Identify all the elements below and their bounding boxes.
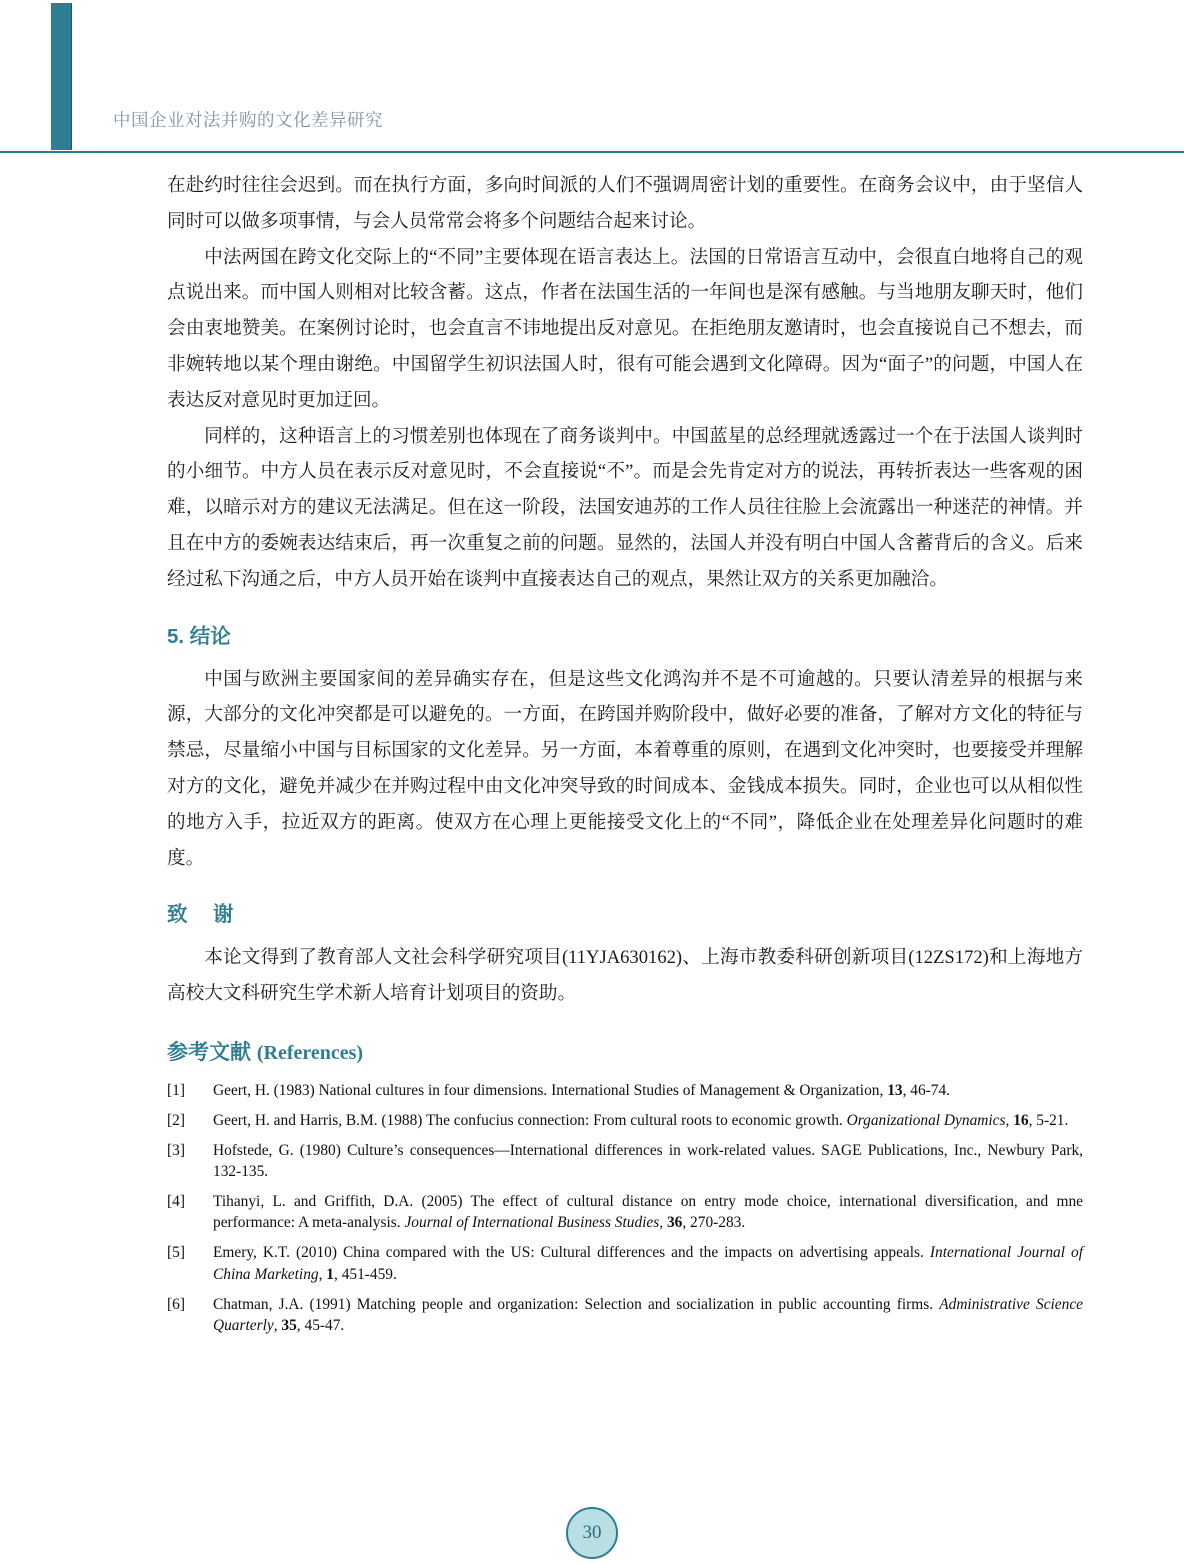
reference-number: [1] <box>167 1081 185 1099</box>
reference-text: Geert, H. (1983) National cultures in four dimensions. International Studies of Management & Organization, 13, 46-74. <box>213 1081 951 1099</box>
reference-number: [6] <box>167 1295 185 1313</box>
body-paragraph-2: 中法两国在跨文化交际上的“不同”主要体现在语言表达上。法国的日常语言互动中，会很直白地将自己的观点说出来。而中国人则相对比较含蓄。这点，作者在法国生活的一年间也是深有感触。与当地朋友聊天时，他们会由衷地赞美。在案例讨论时，也会直言不讳地提出反对意见。在拒绝朋友邀请时，也会直接说自己不想去，而非婉转地以某个理由谢绝。中国留学生初识法国人时，很有可能会遇到文化障碍。因为“面子”的问题，中国人在表达反对意见时更加迂回。 <box>167 246 1083 411</box>
spacer <box>167 1066 1083 1080</box>
reference-number: [2] <box>167 1111 185 1129</box>
running-header-title: 中国企业对法并购的文化差异研究 <box>113 110 383 130</box>
conclusion-paragraph: 中国与欧洲主要国家间的差异确实存在，但是这些文化鸿沟并不是不可逾越的。只要认清差异的根据与来源，大部分的文化冲突都是可以避免的。一方面，在跨国并购阶段中，做好必要的准备，了解对方文化的特征与禁忌，尽量缩小中国与目标国家的文化差异。另一方面，本着尊重的原则，在遇到文化冲突时，也要接受并理解对方的文化，避免并减少在并购过程中由文化冲突导致的时间成本、金钱成本损失。同时，企业也可以从相似性的地方入手，拉近双方的距离。使双方在心理上更能接受文化上的“不同”，降低企业在处理差异化问题时的难度。 <box>167 668 1083 869</box>
acknowledgment-heading: 致 谢 <box>167 903 236 927</box>
references-heading-en: (References) <box>256 1041 364 1064</box>
reference-item <box>167 1191 1083 1234</box>
references-list <box>167 1080 1083 1337</box>
header-accent-bar <box>51 3 72 150</box>
spacer <box>167 876 1083 902</box>
reference-item <box>167 1294 1083 1337</box>
body-paragraph-3: 同样的，这种语言上的习惯差别也体现在了商务谈判中。中国蓝星的总经理就透露过一个在于法国人谈判时的小细节。中方人员在表示反对意见时，不会直接说“不”。而是会先肯定对方的说法，再转折表达一些客观的困难，以暗示对方的建议无法满足。但在这一阶段，法国安迪苏的工作人员往往脸上会流露出一种迷茫的神情。并且在中方的委婉表达结束后，再一次重复之前的问题。显然的，法国人并没有明白中国人含蓄背后的含义。后来经过私下沟通之后，中方人员开始在谈判中直接表达自己的观点，果然让双方的关系更加融洽。 <box>167 425 1083 590</box>
header-rule <box>0 151 1184 153</box>
reference-item <box>167 1140 1083 1183</box>
reference-item <box>167 1242 1083 1285</box>
spacer <box>167 598 1083 624</box>
page-header <box>0 0 1184 152</box>
page-number-badge <box>566 1507 618 1559</box>
reference-item <box>167 1110 1083 1131</box>
spacer <box>167 928 1083 940</box>
document-content <box>167 168 1083 1345</box>
references-heading-cn: 参考文献 <box>167 1040 251 1064</box>
reference-item <box>167 1080 1083 1101</box>
references-heading <box>167 1040 1083 1066</box>
conclusion-heading: 5. 结论 <box>167 624 231 648</box>
reference-text: Tihanyi, L. and Griffith, D.A. (2005) The effect of cultural distance on entry mode choice, international diversification, and mne performance: A meta-analysis. Journal of International Business Studies, 36, 270-283. <box>213 1193 1083 1232</box>
spacer <box>167 1012 1083 1040</box>
reference-number: [4] <box>167 1193 185 1211</box>
acknowledgment-paragraph: 本论文得到了教育部人文社会科学研究项目(11YJA630162)、上海市教委科研创新项目(12ZS172)和上海地方高校大文科研究生学术新人培育计划项目的资助。 <box>167 947 1083 1005</box>
reference-text: Emery, K.T. (2010) China compared with the US: Cultural differences and the impacts on advertising appeals. International Journal of China Marketing, 1, 451-459. <box>213 1244 1083 1283</box>
reference-number: [5] <box>167 1244 185 1262</box>
reference-number: [3] <box>167 1141 185 1159</box>
spacer <box>167 650 1083 662</box>
reference-text: Geert, H. and Harris, B.M. (1988) The confucius connection: From cultural roots to economic growth. Organizational Dynamics, 16, 5-21. <box>213 1111 1069 1129</box>
page-number-value: 30 <box>582 1522 602 1543</box>
reference-text: Hofstede, G. (1980) Culture’s consequences—International differences in work-related values. SAGE Publications, Inc., Newbury Park, 132-135. <box>213 1141 1083 1181</box>
reference-text: Chatman, J.A. (1991) Matching people and organization: Selection and socialization in public accounting firms. Administrative Science Quarterly, 35, 45-47. <box>213 1295 1083 1335</box>
body-paragraph-1: 在赴约时往往会迟到。而在执行方面，多向时间派的人们不强调周密计划的重要性。在商务会议中，由于坚信人同时可以做多项事情，与会人员常常会将多个问题结合起来讨论。 <box>167 175 1083 232</box>
